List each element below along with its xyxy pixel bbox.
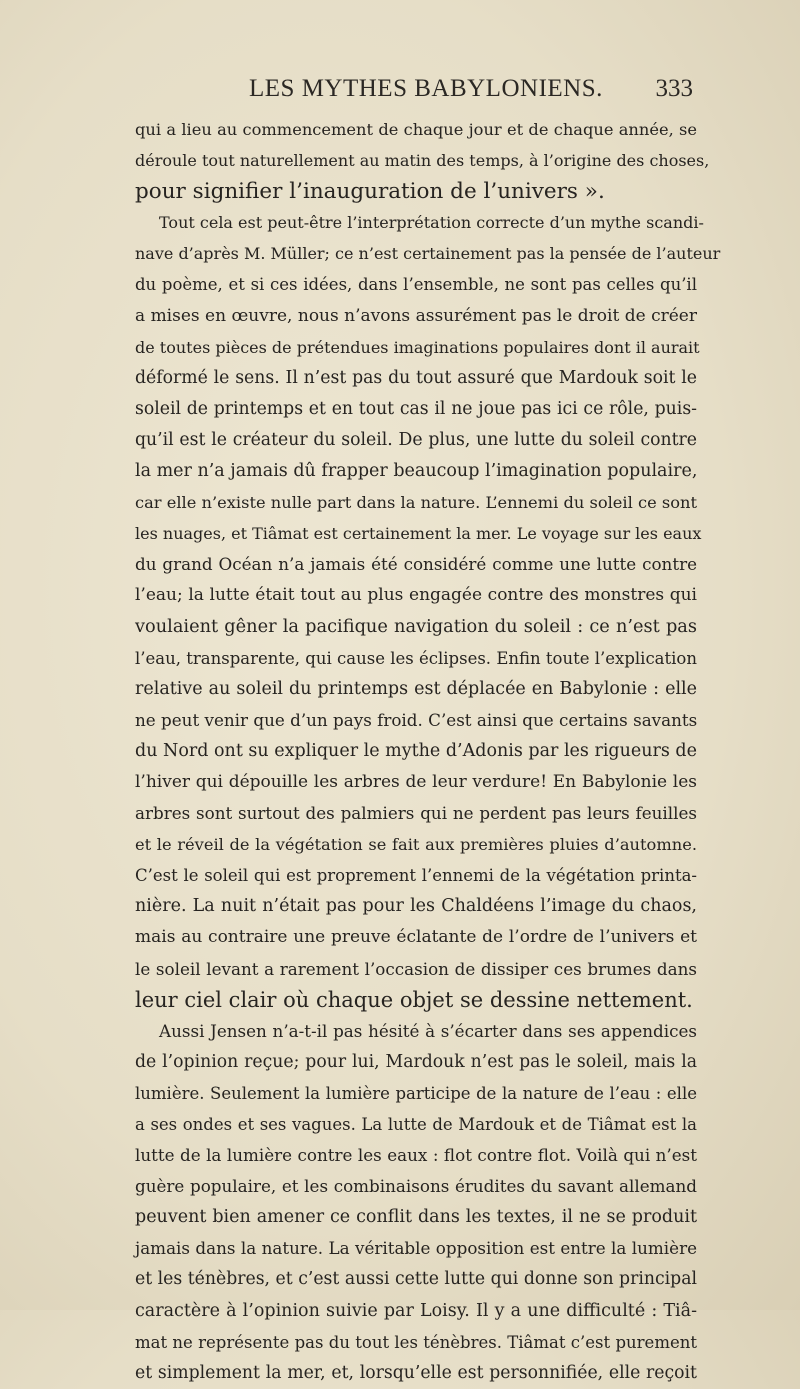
- page-number: 333: [655, 75, 693, 102]
- text-line: voulaient gêner la pacifique navigation du soleil : ce n’est pas: [135, 616, 697, 637]
- text-line: ne peut venir que d’un pays froid. C’est ainsi que certains savants: [135, 709, 698, 730]
- running-head: [135, 75, 697, 111]
- text-line: lumière. Seulement la lumière participe de la nature de l’eau : elle: [135, 1083, 697, 1103]
- text-line: a ses ondes et ses vagues. La lutte de Mardouk et de Tiâmat est la: [135, 1115, 697, 1134]
- text-line: les nuages, et Tiâmat est certainement la mer. Le voyage sur les eaux: [135, 524, 702, 544]
- text-line: du Nord ont su expliquer le mythe d’Adonis par les rigueurs de: [135, 740, 697, 761]
- text-line: Tout cela est peut-être l’interprétation correcte d’un mythe scandi-: [159, 213, 704, 233]
- text-line: l’eau; la lutte était tout au plus engagée contre des monstres qui: [135, 585, 697, 606]
- running-title: LES MYTHES BABYLONIENS.: [249, 75, 603, 102]
- text-line: jamais dans la nature. La véritable opposition est entre la lumière: [135, 1238, 697, 1259]
- text-line: du grand Océan n’a jamais été considéré comme une lutte contre: [135, 554, 697, 575]
- text-line: du poème, et si ces idées, dans l’ensemble, ne sont pas celles qu’il: [135, 275, 697, 295]
- text-line: mat ne représente pas du tout les ténèbres. Tiâmat c’est purement: [135, 1332, 697, 1352]
- text-line: le soleil levant a rarement l’occasion de dissiper ces brumes dans: [135, 958, 697, 979]
- text-line: l’eau, transparente, qui cause les éclipses. Enfin toute l’explication: [135, 648, 697, 668]
- text-line: nave d’après M. Müller; ce n’est certainement pas la pensée de l’auteur: [135, 244, 721, 264]
- body-text: [135, 114, 721, 1389]
- text-line: guère populaire, et les combinaisons érudites du savant allemand: [135, 1176, 697, 1197]
- text-line: C’est le soleil qui est proprement l’ennemi de la végétation printa-: [135, 866, 697, 886]
- text-line: de l’opinion reçue; pour lui, Mardouk n’est pas le soleil, mais la: [135, 1051, 697, 1072]
- text-line: et les ténèbres, et c’est aussi cette lutte qui donne son principal: [135, 1269, 697, 1290]
- text-line: a mises en œuvre, nous n’avons assurément pas le droit de créer: [135, 305, 697, 326]
- text-line: et le réveil de la végétation se fait aux premières pluies d’automne.: [135, 835, 697, 855]
- text-line: l’hiver qui dépouille les arbres de leur verdure! En Babylonie les: [135, 771, 697, 792]
- text-line: arbres sont surtout des palmiers qui ne perdent pas leurs feuilles: [135, 803, 697, 824]
- text-line: mais au contraire une preuve éclatante de l’ordre de l’univers et: [135, 927, 697, 948]
- text-line: caractère à l’opinion suivie par Loisy. Il y a une difficulté : Tiâ-: [135, 1300, 697, 1321]
- text-line: lutte de la lumière contre les eaux : flot contre flot. Voilà qui n’est: [135, 1145, 697, 1166]
- text-line: pour signifier l’inauguration de l’univers ».: [135, 179, 605, 205]
- text-line: soleil de printemps et en tout cas il ne joue pas ici ce rôle, puis-: [135, 398, 697, 419]
- text-line: de toutes pièces de prétendues imaginations populaires dont il aurait: [135, 337, 700, 357]
- text-line: qu’il est le créateur du soleil. De plus, une lutte du soleil contre: [135, 429, 697, 450]
- text-line: déroule tout naturellement au matin des temps, à l’origine des choses,: [135, 151, 710, 171]
- text-line: relative au soleil du printemps est déplacée en Babylonie : elle: [135, 678, 697, 699]
- text-line: leur ciel clair où chaque objet se dessine nettement.: [135, 987, 693, 1012]
- text-line: et simplement la mer, et, lorsqu’elle est personnifiée, elle reçoit: [135, 1362, 697, 1383]
- text-line: la mer n’a jamais dû frapper beaucoup l’imagination populaire,: [135, 461, 698, 482]
- text-line: car elle n’existe nulle part dans la nature. L’ennemi du soleil ce sont: [135, 493, 697, 513]
- text-line: Aussi Jensen n’a-t-il pas hésité à s’écarter dans ses appendices: [159, 1020, 697, 1041]
- text-line: déformé le sens. Il n’est pas du tout assuré que Mardouk soit le: [135, 367, 697, 388]
- text-line: nière. La nuit n’était pas pour les Chaldéens l’image du chaos,: [135, 896, 697, 917]
- text-line: qui a lieu au commencement de chaque jour et de chaque année, se: [135, 120, 697, 139]
- text-line: peuvent bien amener ce conflit dans les textes, il ne se produit: [135, 1207, 697, 1228]
